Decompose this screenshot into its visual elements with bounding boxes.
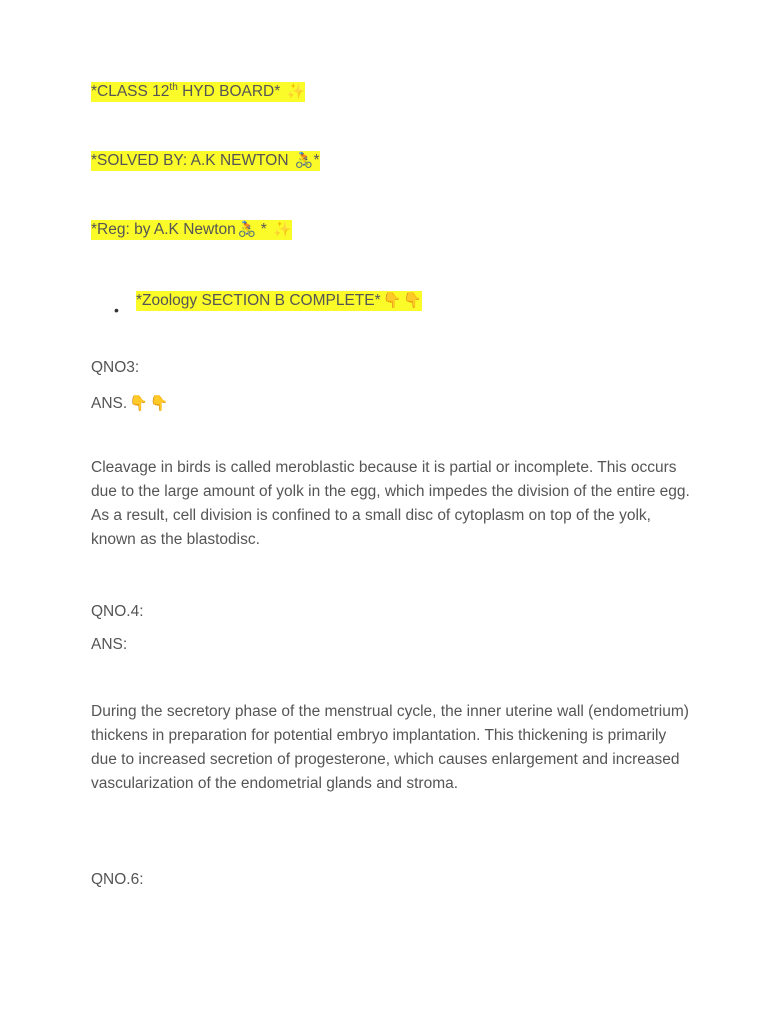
solved-by-end: * — [313, 152, 320, 169]
question-6-label: QNO.6: — [91, 871, 144, 888]
class-heading-sup: th — [169, 82, 178, 93]
answer-3-label: ANS. — [91, 395, 128, 412]
cyclist-icon: 🚴 — [294, 151, 314, 169]
sparkle-icon: ✨ — [286, 82, 306, 100]
answer-4-label: ANS: — [91, 636, 128, 653]
reg-line — [91, 219, 292, 240]
solved-by-line — [91, 150, 320, 171]
solved-by-highlight — [91, 151, 320, 171]
sparkle-icon: ✨ — [273, 220, 292, 238]
answer-3-label-line — [91, 393, 169, 414]
class-heading-suffix: HYD BOARD* — [177, 83, 281, 100]
pointing-down-icon: 👇 — [382, 291, 402, 309]
class-heading-highlight — [91, 82, 305, 102]
class-heading — [91, 81, 305, 102]
pointing-down-icon: 👇 — [129, 394, 148, 412]
answer-3-text: Cleavage in birds is called meroblastic because it is partial or incomplete. This occurs due to the large amount of yolk in the egg, which impedes the division of the entire egg. As a result, cell division is confined to a small disc of cytoplasm on top of the yolk, known as the blastodisc. — [91, 459, 690, 548]
reg-highlight — [91, 220, 292, 240]
question-4-label: QNO.4: — [91, 603, 144, 620]
question-3-label: QNO3: — [91, 359, 140, 376]
class-heading-text: *CLASS 12 — [91, 83, 170, 100]
section-text: *Zoology SECTION B COMPLETE* — [136, 292, 381, 309]
reg-text: *Reg: by A.K Newton — [91, 221, 236, 238]
cyclist-icon: 🚴 — [237, 220, 257, 238]
section-highlight — [136, 291, 422, 311]
pointing-down-icon: 👇 — [403, 291, 422, 309]
pointing-down-icon: 👇 — [149, 394, 169, 412]
section-line — [136, 290, 422, 311]
solved-by-text: *SOLVED BY: A.K NEWTON — [91, 152, 289, 169]
answer-4-text: During the secretory phase of the menstrual cycle, the inner uterine wall (endometrium) thickens in preparation for potential embryo implantation. This thickening is primarily due to increased secretion of progesterone, which causes enlargement and increased vascularization of the endometrial glands and stroma. — [91, 703, 689, 792]
list-bullet: • — [114, 302, 119, 318]
reg-end: * — [256, 221, 267, 238]
